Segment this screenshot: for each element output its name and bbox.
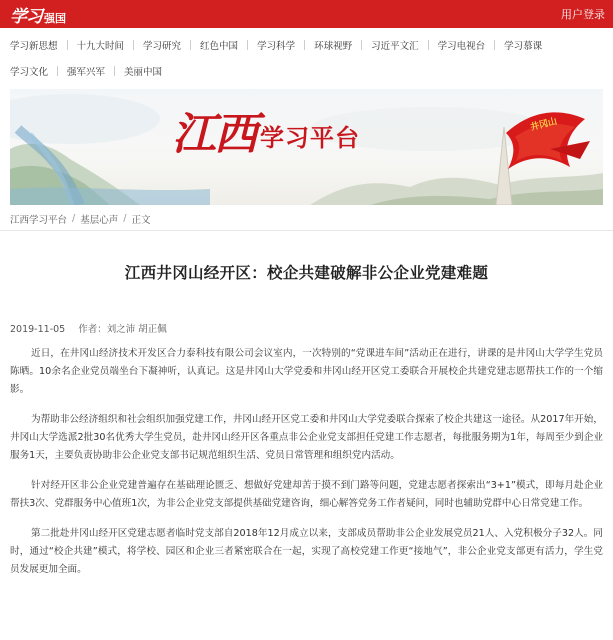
nav-item[interactable] [143,38,200,52]
login-link[interactable]: 用户登录 [561,8,605,21]
article-title: 江西井冈山经开区：校企共建破解非公企业党建难题 [124,264,489,282]
breadcrumb-item-platform[interactable]: 江西学习平台 [10,214,68,226]
nav-item[interactable] [504,38,542,52]
nav-item[interactable] [371,38,438,52]
nav-separator [57,66,58,76]
banner-calligraphy: 江西 [172,109,256,160]
nav-item-label: 学习慕课 [504,41,543,52]
nav-item-label: 学习文化 [10,67,49,78]
article-meta [0,321,613,335]
nav-item[interactable] [314,38,371,52]
banner [10,89,603,205]
nav-separator [67,40,68,50]
breadcrumb-separator: / [72,213,76,224]
article-paragraph: 近日，在井冈山经济技术开发区合力泰科技有限公司会议室内，一次特别的“党课进车间”活动正在进行，讲课的是井冈山大学学生党员陈晒。10余名企业党员端坐台下凝神听，认真记。这是井冈山大学党委和井冈山经开区党工委联合开展校企共建党建志愿帮扶工作的一个缩影。 [10,348,603,395]
nav-item[interactable] [67,64,124,78]
nav-item-label: 习近平文汇 [371,41,419,52]
nav-separator [494,40,495,50]
nav-separator [247,40,248,50]
article-paragraph: 第二批赴井冈山经开区党建志愿者临时党支部自2018年12月成立以来，支部成员帮助非公企业发展党员21人、入党积极分子32人。同时，通过“校企共建”模式，将学校、园区和企业三者紧密联合在一起，实现了高校党建工作更“接地气”，非公企业党支部更有活力，学生党员发展更加全面。 [10,528,603,575]
nav-item-label: 环球视野 [314,41,353,52]
breadcrumb-separator: / [123,213,127,224]
site-logo[interactable] [10,2,66,27]
banner-title [172,109,360,160]
banner-subtitle: 学习平台 [260,124,360,152]
nav-item-label: 学习研究 [143,41,182,52]
nav-separator [114,66,115,76]
nav-item-label: 红色中国 [200,41,239,52]
nav-item-label: 十九大时间 [76,41,125,52]
channel-nav [0,28,613,78]
nav-item[interactable] [200,38,257,52]
article-paragraph: 针对经开区非公企业党建普遍存在基础理论匮乏、想做好党建却苦于摸不到门路等问题，党建志愿者探索出“3+1”模式，即每月赴企业帮扶3次、党群服务中心值班1次，为非公企业党支部提供基础党建咨询，细心解答党务工作者疑问，同时也辅助党群中心日常党建工作。 [10,480,603,509]
flag-text: 井冈山 [529,116,559,134]
nav-item[interactable] [438,38,505,52]
nav-item[interactable] [77,38,144,52]
nav-separator [190,40,191,50]
nav-item[interactable] [124,64,162,78]
nav-item-label: 强军兴军 [67,67,106,78]
nav-separator [361,40,362,50]
breadcrumb-item-current: 正文 [131,214,151,226]
nav-separator [428,40,429,50]
top-bar [0,0,613,28]
logo-script: 学习 [10,6,42,27]
breadcrumb-item-voice[interactable]: 基层心声 [80,214,119,226]
nav-item-label: 美丽中国 [124,67,163,78]
breadcrumb [0,205,613,231]
logo-text: 强国 [44,11,66,25]
article-date: 2019-11-05 [10,324,66,335]
article-paragraph: 为帮助非公经济组织和社会组织加强党建工作，井冈山经开区党工委和井冈山大学党委联合探索了校企共建这一途径。从2017年开始，井冈山大学选派2批30名优秀大学生党员，赴井冈山经开区各重点非公企业党支部担任党建工作志愿者，每批服务期为1年，每周至少到企业服务1天，主要负责协助非公企业党支部书记规范组织生活、党员日常管理和组织党内活动。 [10,414,603,461]
nav-item-label: 学习电视台 [437,41,486,52]
article-author: 作者：刘之沛 胡正佩 [78,324,167,335]
nav-item[interactable] [257,38,314,52]
nav-item-label: 学习科学 [257,41,296,52]
nav-item[interactable] [10,64,67,78]
nav-item[interactable] [10,38,77,52]
nav-separator [304,40,305,50]
nav-item-label: 学习新思想 [10,41,58,52]
article-body [0,345,613,579]
nav-separator [133,40,134,50]
